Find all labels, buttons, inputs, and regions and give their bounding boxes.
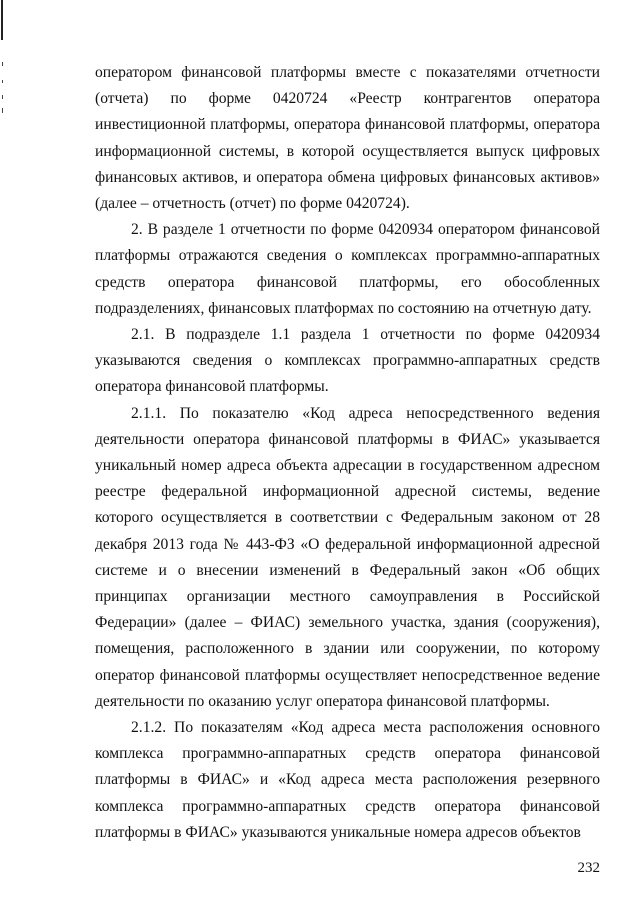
page-number: 232 (577, 860, 600, 876)
scan-edge-mark (1, 0, 3, 40)
scan-edge-dot (2, 95, 3, 99)
scan-edge-dot (2, 62, 3, 66)
paragraph-section-2: 2. В разделе 1 отчетности по форме 0420934 оператором финансовой платформы отражаются сведения о комплексах программно-аппаратных средств оператора финансовой платформы, его обособленных подразделениях, финансовых платформах по состоянию на отчетную дату. (95, 221, 600, 317)
scan-edge-dot (2, 108, 3, 113)
document-page (95, 60, 600, 846)
scan-edge-dot (2, 80, 3, 83)
paragraph-section-2-1-1: 2.1.1. По показателю «Код адреса непосредственного ведения деятельности оператора финансовой платформы в ФИАС» указывается уникальный номер адреса объекта адресации в государственном адресном реестре федеральной информационной адресной системы, ведение которого осуществляется в соответствии с Федеральным законом от 28 декабря 2013 года № 443-ФЗ «О федеральной информационной адресной системе и о внесении изменений в Федеральный закон «Об общих принципах организации местного самоуправления в Российской Федерации» (далее – ФИАС) земельного участка, здания (сооружения), помещения, расположенного в здании или сооружении, по которому оператор финансовой платформы осуществляет непосредственное ведение деятельности по оказанию услуг оператора финансовой платформы. (95, 404, 600, 710)
paragraph-section-2-1-2: 2.1.2. По показателям «Код адреса места расположения основного комплекса программно-аппаратных средств оператора финансовой платформы в ФИАС» и «Код адреса места расположения резервного комплекса программно-аппаратных средств оператора финансовой платформы в ФИАС» указываются уникальные номера адресов объектов (95, 719, 600, 841)
paragraph-section-2-1: 2.1. В подразделе 1.1 раздела 1 отчетности по форме 0420934 указываются сведения о комплексах программно-аппаратных средств оператора финансовой платформы. (95, 326, 600, 396)
paragraph-continuation: оператором финансовой платформы вместе с показателями отчетности (отчета) по форме 0420724 «Реестр контрагентов оператора инвестиционной платформы, оператора финансовой платформы, оператора информационной системы, в которой осуществляется выпуск цифровых финансовых активов, и оператора обмена цифровых финансовых активов» (далее – отчетность (отчет) по форме 0420724). (95, 64, 600, 213)
